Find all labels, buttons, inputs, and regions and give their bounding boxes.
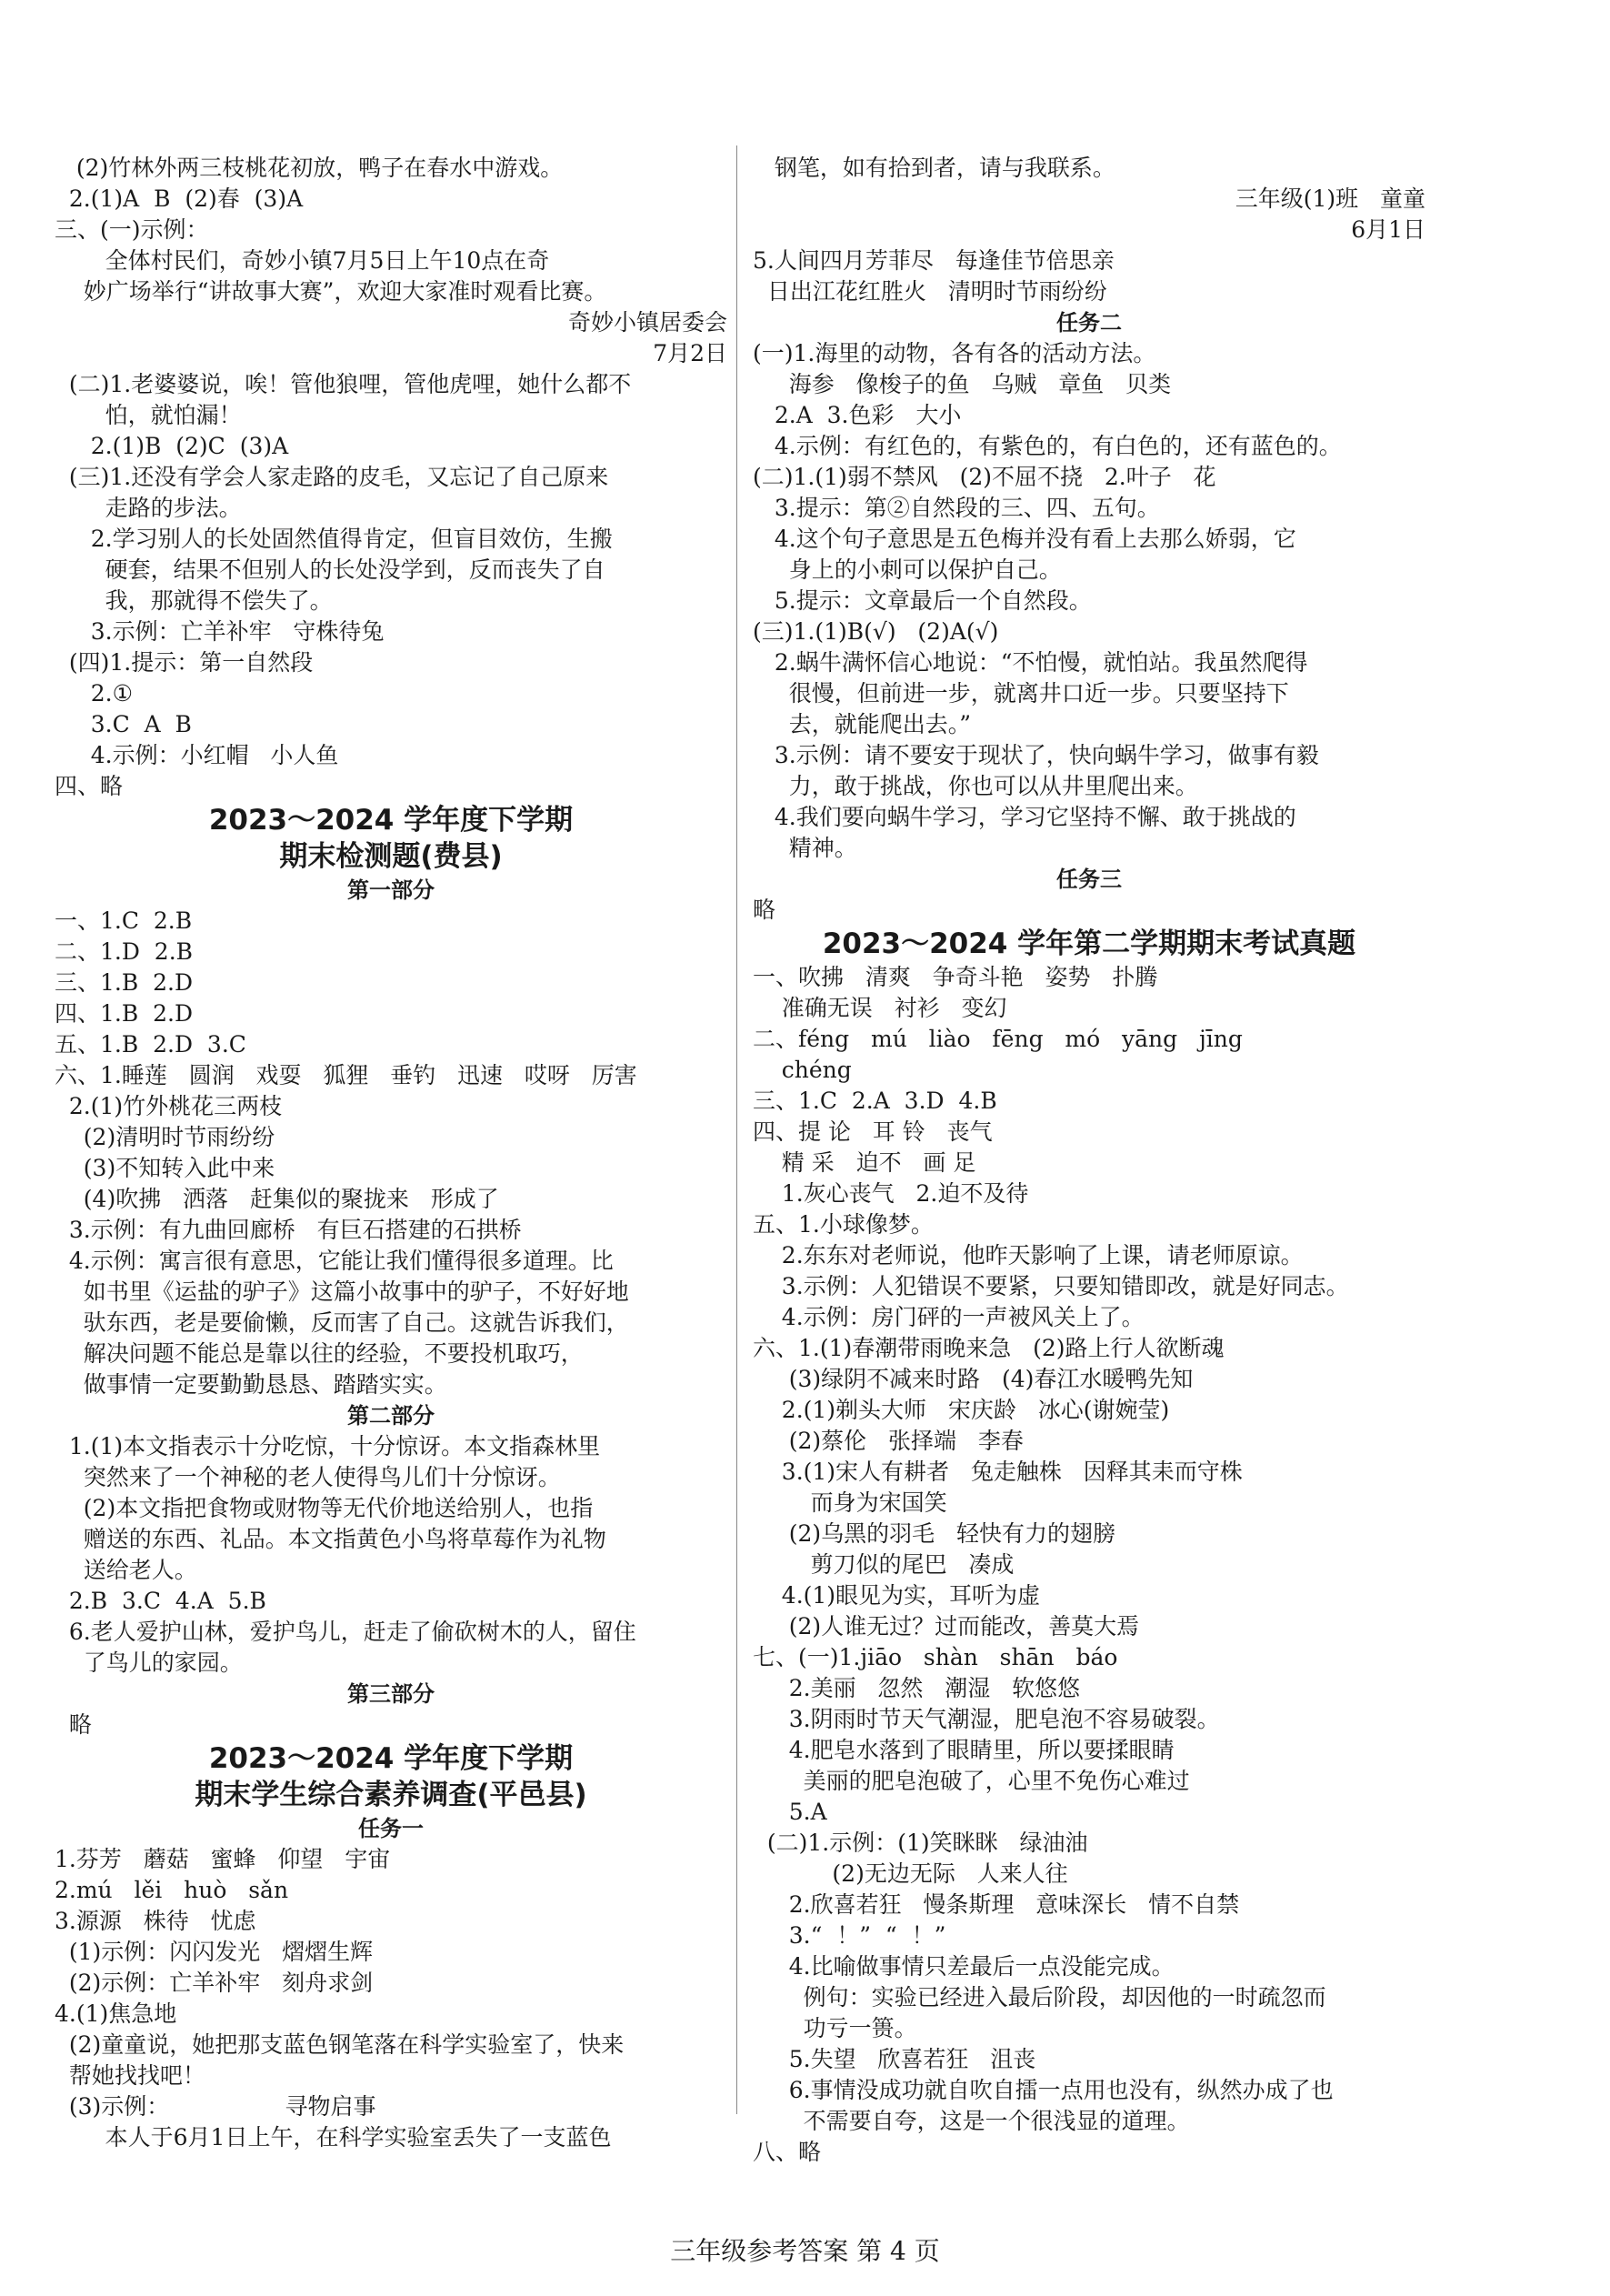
answer-line: 送给老人。 xyxy=(55,1557,197,1583)
answer-line: (2)童童说，她把那支蓝色钢笔落在科学实验室了，快来 xyxy=(55,2031,625,2058)
answer-line: 2.(1)竹外桃花三两枝 xyxy=(55,1093,283,1119)
answer-line: (二)1.示例：(1)笑眯眯 绿油油 xyxy=(753,1830,1088,1856)
answer-line: 六、1.(1)春潮带雨晚来急 (2)路上行人欲断魂 xyxy=(753,1335,1225,1361)
answer-line: (三)1.还没有学会人家走路的皮毛，又忘记了自己原来 xyxy=(55,464,609,490)
answer-line: 海参 像梭子的鱼 乌贼 章鱼 贝类 xyxy=(753,371,1172,397)
answer-line: 怕，就怕漏！ xyxy=(55,402,242,428)
signature-line: 7月2日 xyxy=(653,340,727,366)
answer-line: 四、提 论 耳 铃 丧气 xyxy=(753,1118,993,1145)
section-subtitle: 第一部分 xyxy=(347,877,435,903)
answer-line: (2)人谁无过？过而能改，善莫大焉 xyxy=(753,1613,1140,1639)
answer-line: 1.(1)本文指表示十分吃惊，十分惊讶。本文指森林里 xyxy=(55,1433,601,1459)
answer-line: 二、1.D 2.B xyxy=(55,938,194,965)
answer-line: (二)1.(1)弱不禁风 (2)不屈不挠 2.叶子 花 xyxy=(753,464,1216,490)
answer-line: (2)蔡伦 张择端 李春 xyxy=(753,1428,1024,1454)
answer-line: 一、吹拂 清爽 争奇斗艳 姿势 扑腾 xyxy=(753,964,1158,990)
answer-line: 美丽的肥皂泡破了，心里不免伤心难过 xyxy=(753,1768,1190,1794)
answer-line: 解决问题不能总是靠以往的经验，不要投机取巧， xyxy=(55,1340,584,1367)
answer-line: 日出江花红胜火 清明时节雨纷纷 xyxy=(753,278,1107,305)
answer-line: (二)1.老婆婆说，唉！管他狼哩，管他虎哩，她什么都不 xyxy=(55,371,632,397)
answer-line: 4.示例：小红帽 小人鱼 xyxy=(55,742,339,768)
section-title: 2023～2024 学年度下学期 xyxy=(208,1742,574,1775)
section-subtitle: 第二部分 xyxy=(347,1403,435,1429)
answer-line: 三、1.C 2.A 3.D 4.B xyxy=(753,1088,997,1114)
answer-line: (四)1.提示：第一自然段 xyxy=(55,649,314,676)
answer-line: 4.肥皂水落到了眼睛里，所以要揉眼睛 xyxy=(753,1737,1175,1763)
answer-line: (2)竹林外两三枝桃花初放，鸭子在春水中游戏。 xyxy=(55,155,564,181)
answer-line: 3.源源 株待 忧虑 xyxy=(55,1908,256,1934)
answer-line: 不需要自夸，这是一个很浅显的道理。 xyxy=(753,2108,1190,2134)
answer-line: 驮东西，老是要偷懒，反而害了自己。这就告诉我们， xyxy=(55,1309,629,1336)
answer-line: (3)绿阴不减来时路 (4)春江水暖鸭先知 xyxy=(753,1366,1194,1392)
answer-line: 去，就能爬出去。” xyxy=(753,711,972,737)
answer-line: (一)1.海里的动物，各有各的活动方法。 xyxy=(753,340,1156,366)
answer-line: (2)清明时节雨纷纷 xyxy=(55,1124,275,1150)
answer-line: 二、féng mú liào fēng mó yāng jīng xyxy=(753,1026,1243,1052)
answer-line: chéng xyxy=(753,1057,852,1083)
answer-line: 4.比喻做事情只差最后一点没能完成。 xyxy=(753,1953,1175,1980)
answer-line: 帮她找找吧！ xyxy=(55,2062,205,2089)
answer-line: (1)示例：闪闪发光 熠熠生辉 xyxy=(55,1939,374,1965)
answer-line: 2.① xyxy=(55,680,133,707)
answer-line: 3.(1)宋人有耕者 兔走触株 因释其耒而守株 xyxy=(753,1459,1243,1485)
answer-line: 2.东东对老师说，他昨天影响了上课，请老师原谅。 xyxy=(753,1242,1304,1268)
section-subtitle: 任务一 xyxy=(358,1816,424,1841)
answer-line: 钢笔，如有拾到者，请与我联系。 xyxy=(753,155,1115,181)
answer-line: 5.失望 欣喜若狂 沮丧 xyxy=(753,2046,1036,2072)
answer-line: 五、1.B 2.D 3.C xyxy=(55,1031,246,1058)
answer-line: 功亏一篑。 xyxy=(753,2015,917,2041)
answer-line: 四、1.B 2.D xyxy=(55,1000,194,1027)
section-title: 2023～2024 学年度下学期 xyxy=(208,804,574,837)
right-column xyxy=(753,153,1425,2168)
answer-line: (3)示例： 寻物启事 xyxy=(55,2093,376,2120)
answer-line: 3.“ ！” “ ！” xyxy=(753,1922,946,1949)
answer-line: 4.示例：有红色的，有紫色的，有白色的，还有蓝色的。 xyxy=(753,433,1342,459)
answer-line: 精神。 xyxy=(753,835,857,861)
answer-line: (3)不知转入此中来 xyxy=(55,1155,275,1181)
section-title: 2023～2024 学年第二学期期末考试真题 xyxy=(822,927,1356,960)
answer-line: 突然来了一个神秘的老人使得鸟儿们十分惊讶。 xyxy=(55,1464,561,1490)
answer-line: 妙广场举行“讲故事大赛”，欢迎大家准时观看比赛。 xyxy=(55,278,607,305)
answer-line: 4.示例：房门砰的一声被风关上了。 xyxy=(753,1304,1145,1330)
answer-line: 赠送的东西、礼品。本文指黄色小鸟将草莓作为礼物 xyxy=(55,1526,606,1552)
answer-line: 3.C A B xyxy=(55,711,192,737)
signature-line: 6月1日 xyxy=(1351,216,1425,243)
answer-line: 硬套，结果不但别人的长处没学到，反而丧失了自 xyxy=(55,556,605,583)
section-title: 期末学生综合素养调查(平邑县) xyxy=(195,1779,587,1811)
page-footer: 三年级参考答案 第 4 页 xyxy=(670,2236,940,2266)
answer-line: 3.示例：人犯错误不要紧，只要知错即改，就是好同志。 xyxy=(753,1273,1349,1299)
answer-line: (2)本文指把食物或财物等无代价地送给别人，也指 xyxy=(55,1495,594,1521)
answer-line: 2.学习别人的长处固然值得肯定，但盲目效仿，生搬 xyxy=(55,526,613,552)
answer-line: (2)示例：亡羊补牢 刻舟求剑 xyxy=(55,1970,374,1996)
answer-line: 2.(1)A B (2)春 (3)A xyxy=(55,185,304,212)
answer-line: 很慢，但前进一步，就离井口近一步。只要坚持下 xyxy=(753,680,1289,707)
answer-line: 六、1.睡莲 圆润 戏耍 狐狸 垂钓 迅速 哎呀 厉害 xyxy=(55,1062,637,1088)
answer-line: 2.蜗牛满怀信心地说：“不怕慢，就怕站。我虽然爬得 xyxy=(753,649,1308,676)
answer-line: 2.美丽 忽然 潮湿 软悠悠 xyxy=(753,1675,1081,1701)
answer-line: 5.A xyxy=(753,1799,827,1825)
answer-line: 三、(一)示例： xyxy=(55,216,209,243)
answer-line: 3.示例：亡羊补牢 守株待兔 xyxy=(55,618,385,645)
section-subtitle: 任务三 xyxy=(1056,867,1122,892)
answer-line: 例句：实验已经进入最后阶段，却因他的一时疏忽而 xyxy=(753,1984,1326,2010)
answer-line: 五、1.小球像梦。 xyxy=(753,1211,934,1238)
answer-line: 剪刀似的尾巴 凑成 xyxy=(753,1551,1015,1578)
answer-line: 2.A 3.色彩 大小 xyxy=(753,402,962,428)
answer-line: 2.(1)B (2)C (3)A xyxy=(55,433,289,459)
answer-line: 略 xyxy=(753,897,776,923)
answer-line: 四、略 xyxy=(55,773,124,799)
answer-line: 3.阴雨时节天气潮湿，肥皂泡不容易破裂。 xyxy=(753,1706,1220,1732)
answer-line: 走路的步法。 xyxy=(55,495,242,521)
left-column xyxy=(55,153,727,2153)
answer-line: 一、1.C 2.B xyxy=(55,907,193,934)
answer-line: 1.灰心丧气 2.迫不及待 xyxy=(753,1180,1029,1207)
answer-line: 八、略 xyxy=(753,2139,822,2165)
answer-line: 准确无误 衬衫 变幻 xyxy=(753,995,1007,1021)
answer-line: (2)乌黑的羽毛 轻快有力的翅膀 xyxy=(753,1520,1115,1547)
answer-line: 4.(1)焦急地 xyxy=(55,2000,177,2027)
answer-line: 2.mú lěi huò sǎn xyxy=(55,1877,289,1903)
answer-line: 4.示例：寓言很有意思，它能让我们懂得很多道理。比 xyxy=(55,1248,614,1274)
signature-line: 奇妙小镇居委会 xyxy=(567,309,727,336)
answer-line: 了鸟儿的家园。 xyxy=(55,1649,243,1676)
answer-line: 6.老人爱护山林，爱护鸟儿，赶走了偷砍树木的人，留住 xyxy=(55,1619,636,1645)
answer-line: (4)吹拂 洒落 赶集似的聚拢来 形成了 xyxy=(55,1186,499,1212)
answer-line: 略 xyxy=(55,1711,92,1738)
answer-line: 2.B 3.C 4.A 5.B xyxy=(55,1588,266,1614)
answer-line: 4.这个句子意思是五色梅并没有看上去那么娇弱，它 xyxy=(753,526,1296,552)
answer-line: 我，那就得不偿失了。 xyxy=(55,587,333,614)
answer-line: 3.示例：有九曲回廊桥 有巨石搭建的石拱桥 xyxy=(55,1217,522,1243)
answer-line: 力，敢于挑战，你也可以从井里爬出来。 xyxy=(753,773,1198,799)
answer-line: 4.我们要向蜗牛学习，学习它坚持不懈、敢于挑战的 xyxy=(753,804,1296,830)
answer-line: 精 采 迫不 画 足 xyxy=(753,1149,976,1176)
section-subtitle: 第三部分 xyxy=(347,1681,435,1707)
answer-line: 3.示例：请不要安于现状了，快向蜗牛学习，做事有毅 xyxy=(753,742,1319,768)
answer-line: 做事情一定要勤勤恳恳、踏踏实实。 xyxy=(55,1371,447,1398)
answer-line: (2)无边无际 人来人往 xyxy=(753,1860,1068,1887)
column-divider xyxy=(736,145,737,2114)
answer-line: 5.人间四月芳菲尽 每逢佳节倍思亲 xyxy=(753,247,1115,274)
answer-line: 而身为宋国笑 xyxy=(753,1489,947,1516)
answer-line: 七、(一)1.jiāo shàn shān báo xyxy=(753,1644,1118,1670)
answer-line: 5.提示：文章最后一个自然段。 xyxy=(753,587,1092,614)
answer-line: 6.事情没成功就自吹自擂一点用也没有，纵然办成了也 xyxy=(753,2077,1334,2103)
signature-line: 三年级(1)班 童童 xyxy=(1235,185,1425,212)
answer-line: (三)1.(1)B(√) (2)A(√) xyxy=(753,618,999,645)
section-title: 期末检测题(费县) xyxy=(279,840,503,873)
answer-line: 三、1.B 2.D xyxy=(55,969,194,996)
section-subtitle: 任务二 xyxy=(1056,310,1122,336)
answer-line: 4.(1)眼见为实，耳听为虚 xyxy=(753,1582,1041,1609)
answer-line: 本人于6月1日上午，在科学实验室丢失了一支蓝色 xyxy=(55,2124,612,2151)
answer-line: 2.欣喜若狂 慢条斯理 意味深长 情不自禁 xyxy=(753,1891,1240,1918)
answer-line: 1.芬芳 蘑菇 蜜蜂 仰望 宇宙 xyxy=(55,1846,391,1872)
answer-line: 3.提示：第②自然段的三、四、五句。 xyxy=(753,495,1160,521)
answer-line: 如书里《运盐的驴子》这篇小故事中的驴子，不好好地 xyxy=(55,1278,629,1305)
answer-line: 身上的小刺可以保护自己。 xyxy=(753,556,1062,583)
answer-line: 全体村民们，奇妙小镇7月5日上午10点在奇 xyxy=(55,247,550,274)
answer-line: 2.(1)剃头大师 宋庆龄 冰心(谢婉莹) xyxy=(753,1397,1170,1423)
